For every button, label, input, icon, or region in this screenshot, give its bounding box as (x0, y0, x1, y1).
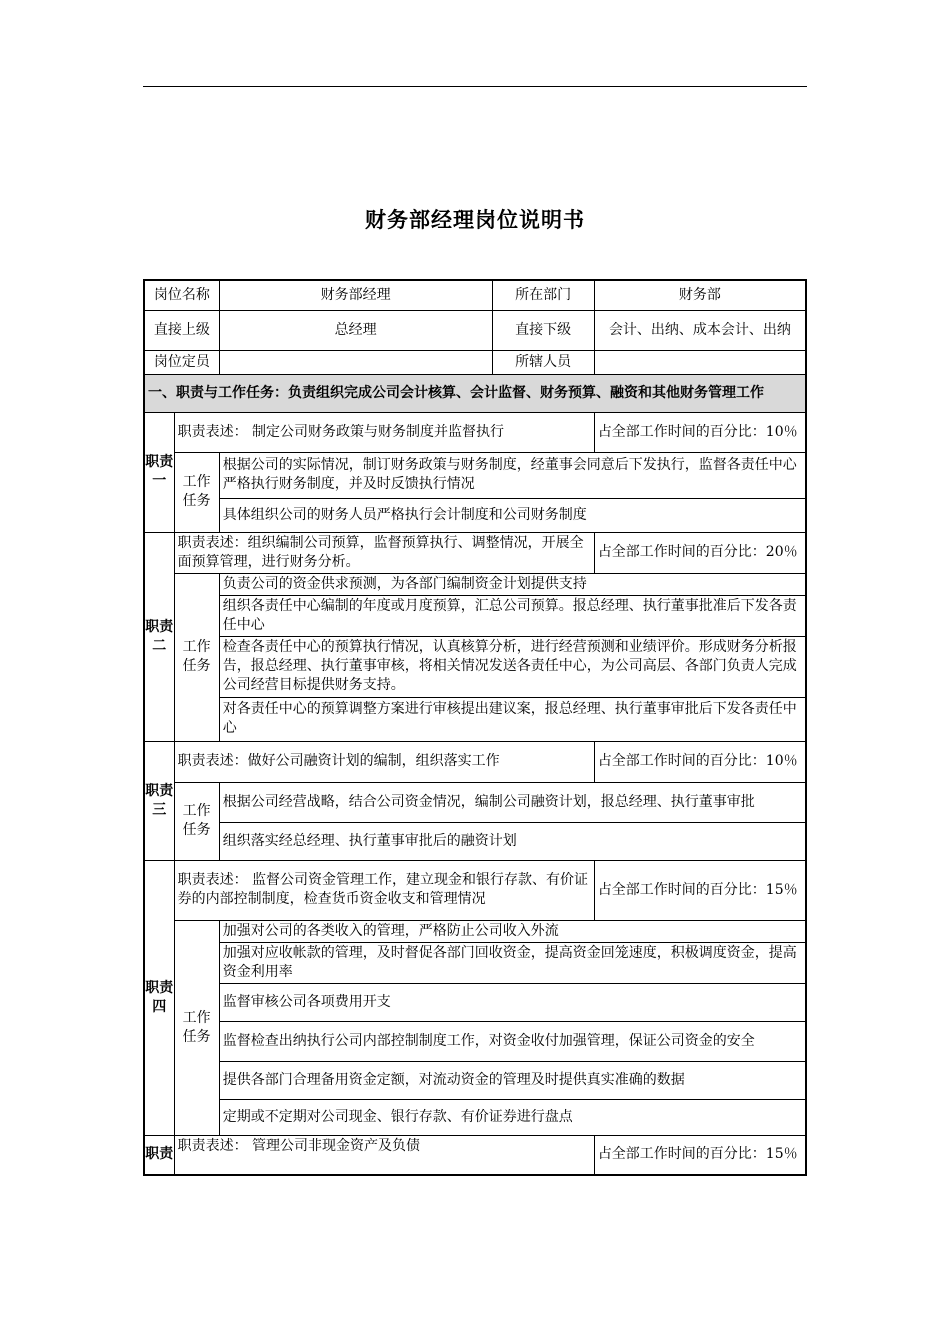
superior-value: 总经理 (219, 310, 492, 350)
duty2-task-1: 负责公司的资金供求预测，为各部门编制资金计划提供支持 (219, 573, 806, 595)
duty2-label: 职责二 (144, 532, 174, 741)
duty3-task-row (144, 782, 806, 822)
subordinates-label: 直接下级 (492, 310, 594, 350)
duty2-task-label: 工作任务 (174, 573, 219, 741)
department-value: 财务部 (594, 280, 806, 310)
duty3-task-row (144, 822, 806, 860)
duty3-label: 职责三 (144, 741, 174, 860)
position-name-value: 财务部经理 (219, 280, 492, 310)
duty4-task-1: 加强对公司的各类收入的管理，严格防止公司收入外流 (219, 920, 806, 942)
duty2-task-row (144, 636, 806, 697)
job-description-table-main (143, 279, 807, 1176)
duty4-task-row (144, 942, 806, 983)
duty4-task-4: 监督检查出纳执行公司内部控制制度工作，对资金收付加强管理，保证公司资金的安全 (219, 1021, 806, 1061)
duty3-percent: 占全部工作时间的百分比：10％ (594, 741, 806, 782)
duty3-statement-row (144, 741, 806, 782)
duty1-task-label: 工作任务 (174, 452, 219, 532)
department-label: 所在部门 (492, 280, 594, 310)
duty4-percent: 占全部工作时间的百分比：15％ (594, 860, 806, 920)
duty4-task-3: 监督审核公司各项费用开支 (219, 983, 806, 1021)
duty2-task-row (144, 697, 806, 741)
duty3-task-2: 组织落实经总经理、执行董事审批后的融资计划 (219, 822, 806, 860)
duty5-percent: 占全部工作时间的百分比：15％ (594, 1135, 806, 1175)
duty3-task-label: 工作任务 (174, 782, 219, 860)
basic-row-3 (144, 350, 806, 374)
duty4-task-2: 加强对应收帐款的管理，及时督促各部门回收资金，提高资金回笼速度，积极调度资金，提高资金利用率 (219, 942, 806, 983)
duty5-statement: 职责表述： 管理公司非现金资产及负债 (174, 1135, 594, 1175)
duty4-task-row (144, 1099, 806, 1135)
duty2-statement-row (144, 532, 806, 573)
duty4-task-5: 提供各部门合理备用资金定额，对流动资金的管理及时提供真实准确的数据 (219, 1061, 806, 1099)
header-rule (143, 86, 807, 87)
headcount-value (219, 350, 492, 374)
duty5-label: 职责 (144, 1135, 174, 1175)
duty1-label: 职责一 (144, 412, 174, 532)
duty4-task-6: 定期或不定期对公司现金、银行存款、有价证券进行盘点 (219, 1099, 806, 1135)
section1-row (144, 374, 806, 412)
duty2-percent: 占全部工作时间的百分比：20％ (594, 532, 806, 573)
duty2-task-2: 组织各责任中心编制的年度或月度预算，汇总公司预算。报总经理、执行董事批准后下发各责任中心 (219, 595, 806, 636)
duty2-task-3: 检查各责任中心的预算执行情况，认真核算分析，进行经营预测和业绩评价。形成财务分析报告，报总经理、执行董事审核，将相关情况发送各责任中心，为公司高层、各部门负责人完成公司经营目标提供财务支持。 (219, 636, 806, 697)
duty3-task-1: 根据公司经营战略，结合公司资金情况，编制公司融资计划，报总经理、执行董事审批 (219, 782, 806, 822)
duty1-task-2: 具体组织公司的财务人员严格执行会计制度和公司财务制度 (219, 498, 806, 532)
superior-label: 直接上级 (144, 310, 219, 350)
subordinates-value: 会计、出纳、成本会计、出纳 (594, 310, 806, 350)
basic-row-2 (144, 310, 806, 350)
staff-value (594, 350, 806, 374)
duty4-task-row (144, 920, 806, 942)
page-title: 财务部经理岗位说明书 (365, 208, 585, 232)
duty2-task-row (144, 573, 806, 595)
headcount-label: 岗位定员 (144, 350, 219, 374)
duty1-statement-row (144, 412, 806, 452)
duty1-task-1: 根据公司的实际情况，制订财务政策与财务制度，经董事会同意后下发执行，监督各责任中心严格执行财务制度，并及时反馈执行情况 (219, 452, 806, 498)
duty1-statement: 职责表述： 制定公司财务政策与财务制度并监督执行 (174, 412, 594, 452)
duty4-task-row (144, 1021, 806, 1061)
duty4-statement: 职责表述： 监督公司资金管理工作，建立现金和银行存款、有价证券的内部控制制度，检查货币资金收支和管理情况 (174, 860, 594, 920)
duty4-task-label: 工作任务 (174, 920, 219, 1135)
duty4-task-row (144, 1061, 806, 1099)
duty3-statement: 职责表述：做好公司融资计划的编制，组织落实工作 (174, 741, 594, 782)
duty2-task-row (144, 595, 806, 636)
position-name-label: 岗位名称 (144, 280, 219, 310)
basic-row-1 (144, 280, 806, 310)
duty1-task-row (144, 452, 806, 498)
duty1-task-row (144, 498, 806, 532)
section1-heading: 一、职责与工作任务：负责组织完成公司会计核算、会计监督、财务预算、融资和其他财务管理工作 (144, 374, 806, 412)
duty2-task-4: 对各责任中心的预算调整方案进行审核提出建议案，报总经理、执行董事审批后下发各责任中心 (219, 697, 806, 741)
duty5-statement-row (144, 1135, 806, 1175)
duty4-statement-row (144, 860, 806, 920)
duty1-percent: 占全部工作时间的百分比：10％ (594, 412, 806, 452)
staff-label: 所辖人员 (492, 350, 594, 374)
duty4-task-row (144, 983, 806, 1021)
duty2-statement: 职责表述：组织编制公司预算，监督预算执行、调整情况，开展全面预算管理，进行财务分析。 (174, 532, 594, 573)
duty4-label: 职责四 (144, 860, 174, 1135)
